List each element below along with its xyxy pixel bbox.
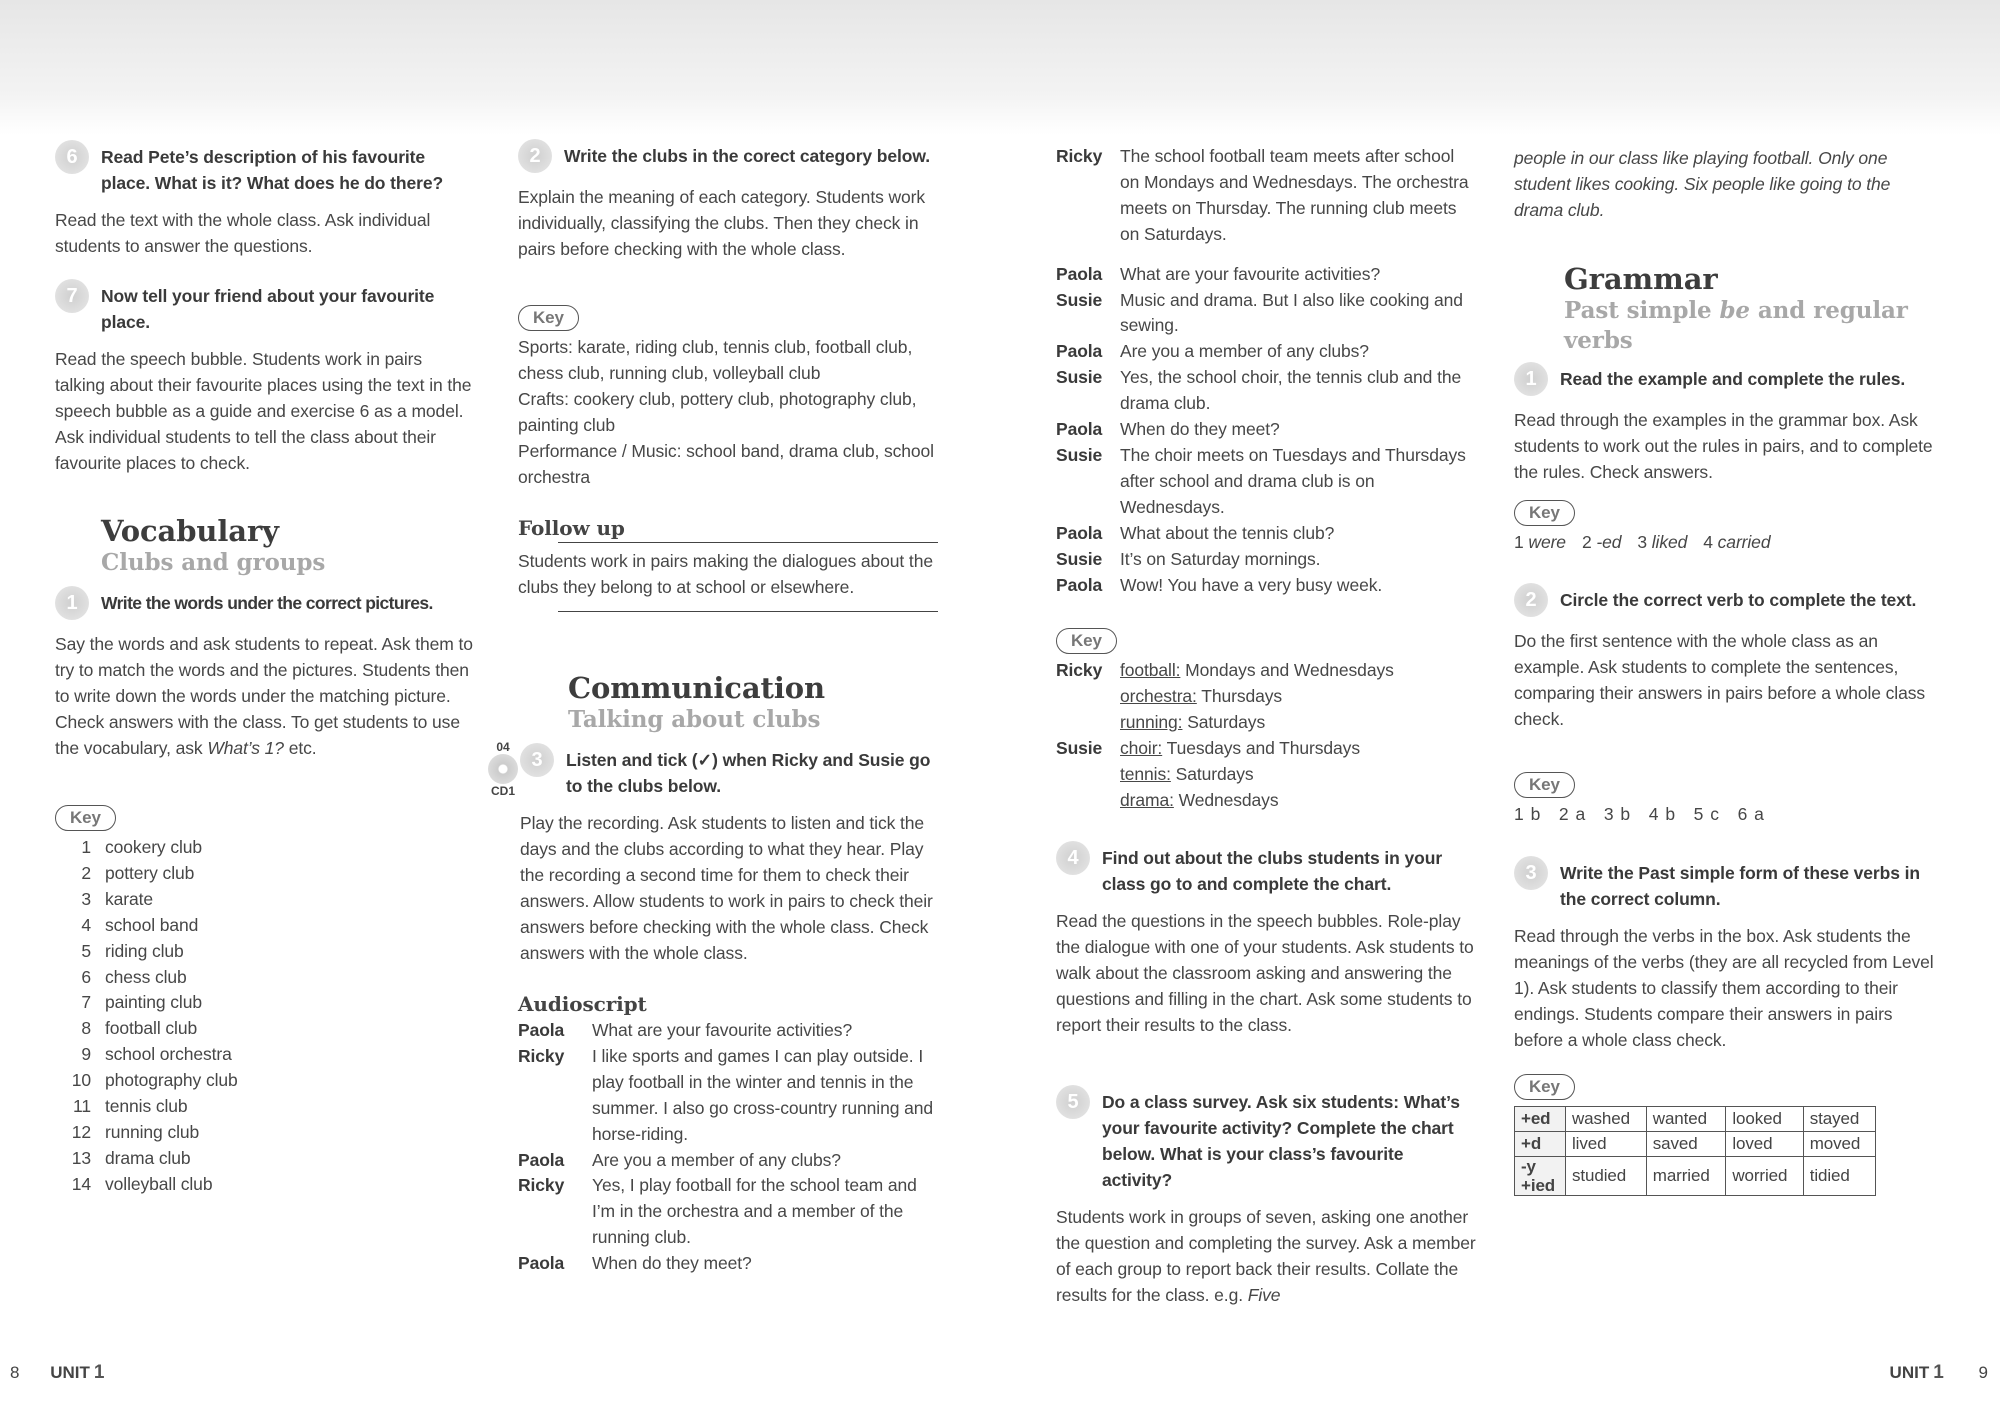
dialogue-line bbox=[1056, 521, 1476, 547]
exercise-body: Play the recording. Ask students to listen and tick the days and the clubs according to what they hear. Play the recording a second time for them to check their answers. Allow students to work in pairs to check their answers before checking with the whole class. Check answers with the whole class. bbox=[520, 813, 933, 963]
dialogue-line bbox=[1056, 339, 1476, 365]
exercise-title: Listen and tick (✓) when Ricky and Susie go to the clubs below. bbox=[566, 750, 931, 796]
dialogue-key bbox=[1056, 628, 1476, 813]
exercise-number-badge: 3 bbox=[520, 743, 554, 777]
page-number: 8 bbox=[10, 1363, 20, 1382]
speaker-name bbox=[1056, 248, 1120, 262]
communication-heading bbox=[518, 671, 988, 735]
speaker-name: Susie bbox=[1056, 737, 1103, 758]
speaker-text: What are your favourite activities? bbox=[1120, 263, 1381, 284]
list-item bbox=[55, 990, 473, 1016]
grammar-heading bbox=[1514, 262, 1984, 356]
section-subtitle: Talking about clubs bbox=[568, 706, 821, 733]
key-label: Key bbox=[55, 805, 116, 831]
exercise-4 bbox=[1056, 845, 1476, 1039]
item-number: 13 bbox=[71, 1147, 91, 1168]
item-number: 8 bbox=[81, 1018, 91, 1039]
audioscript-title: Audioscript bbox=[518, 992, 647, 1016]
key-answers: 1 b 2 a 3 b 4 b 5 c 6 a bbox=[1514, 804, 1765, 824]
footer-right bbox=[1890, 1362, 1988, 1384]
section-subtitle bbox=[1564, 296, 1984, 356]
table-cell: saved bbox=[1646, 1132, 1726, 1157]
exercise-title: Write the Past simple form of these verbs in the correct column. bbox=[1560, 863, 1920, 909]
item-label: photography club bbox=[105, 1070, 238, 1091]
key-line-sports: Sports: karate, riding club, tennis club, football club, chess club, running club, volleyball club bbox=[518, 337, 913, 383]
section-title: Vocabulary bbox=[101, 514, 279, 548]
answer-number: 1 bbox=[1514, 532, 1524, 552]
exercise-body: Read through the examples in the grammar box. Ask students to work out the rules in pairs, and to complete the rules. Check answers. bbox=[1514, 410, 1933, 482]
exercise-number-badge: 4 bbox=[1056, 841, 1090, 875]
club-name: running: bbox=[1120, 711, 1183, 732]
item-number: 5 bbox=[81, 940, 91, 961]
exercise-title: Find out about the clubs students in your class go to and complete the chart. bbox=[1102, 848, 1443, 894]
key-line bbox=[1056, 658, 1476, 684]
table-cell: stayed bbox=[1803, 1107, 1875, 1132]
list-item bbox=[55, 1094, 473, 1120]
grammar-exercise-3 bbox=[1514, 860, 1934, 1054]
speaker-name: Paola bbox=[1056, 419, 1103, 440]
speaker-text: Are you a member of any clubs? bbox=[592, 1149, 841, 1170]
speaker-name: Susie bbox=[1056, 444, 1103, 465]
item-number: 7 bbox=[81, 992, 91, 1013]
key-line-crafts: Crafts: cookery club, pottery club, photography club, painting club bbox=[518, 388, 917, 435]
dialogue-line bbox=[1056, 573, 1476, 599]
unit-label: UNIT bbox=[1889, 1363, 1930, 1382]
speaker-name: Susie bbox=[1056, 289, 1103, 310]
speaker-name bbox=[1056, 684, 1120, 710]
speaker-text: Wow! You have a very busy week. bbox=[1120, 574, 1383, 595]
list-item bbox=[55, 1146, 473, 1172]
footer-left bbox=[10, 1362, 108, 1384]
speaker-name: Ricky bbox=[1056, 146, 1103, 166]
cd-disc-icon bbox=[488, 754, 518, 784]
key-entry bbox=[1120, 658, 1394, 684]
speaker-text: When do they meet? bbox=[592, 1253, 752, 1274]
dialogue-continued bbox=[1056, 144, 1476, 598]
speaker-name: Ricky bbox=[518, 1175, 565, 1196]
section-title: Grammar bbox=[1564, 262, 1718, 296]
audioscript bbox=[518, 990, 938, 1277]
dialogue-line bbox=[518, 1018, 938, 1044]
follow-up bbox=[518, 514, 938, 612]
key-list bbox=[55, 835, 473, 1198]
key-label: Key bbox=[1514, 500, 1575, 526]
subtitle-italic: be bbox=[1719, 297, 1750, 324]
cd-track-number: 04 bbox=[496, 740, 510, 754]
exercise-number-badge: 2 bbox=[518, 139, 552, 173]
speaker-text: What are your favourite activities? bbox=[592, 1020, 853, 1040]
table-row bbox=[1515, 1157, 1876, 1196]
exercise-body: Read through the verbs in the box. Ask students the meanings of the verbs (they are all recycled from Level 1). Ask students to classify them according to their endings. Students compare their answers in pairs before a whole class check. bbox=[1514, 926, 1934, 1050]
speaker-text: It’s on Saturday mornings. bbox=[1120, 548, 1321, 569]
subtitle-text: Past simple bbox=[1564, 297, 1720, 324]
answer-text: carried bbox=[1717, 532, 1771, 552]
dialogue-line bbox=[518, 1044, 938, 1148]
exercise-3 bbox=[520, 747, 940, 966]
club-name: drama: bbox=[1120, 789, 1174, 810]
section-title: Communication bbox=[568, 671, 825, 705]
speaker-name bbox=[1056, 788, 1120, 814]
item-label: football club bbox=[105, 1018, 198, 1039]
table-row bbox=[1515, 1107, 1876, 1132]
row-header: +ed bbox=[1515, 1107, 1566, 1132]
unit-label: UNIT bbox=[50, 1363, 90, 1382]
row-header: -y +ied bbox=[1515, 1157, 1566, 1196]
key-line bbox=[1056, 788, 1476, 814]
table-cell: lived bbox=[1566, 1132, 1647, 1157]
divider bbox=[558, 611, 938, 612]
cd-track-icon bbox=[484, 740, 522, 798]
exercise-body: Read the questions in the speech bubbles. Role-play the dialogue with one of your students. Ask students to walk about the classroom asking and answering the questions and filling in the chart. Ask some students to report their results to the class. bbox=[1056, 911, 1474, 1035]
table-cell: studied bbox=[1566, 1157, 1647, 1196]
item-number: 11 bbox=[73, 1096, 91, 1117]
exercise-number-badge: 6 bbox=[55, 140, 89, 174]
grammar-key-3 bbox=[1514, 1074, 1934, 1196]
answer-text: -ed bbox=[1596, 532, 1622, 552]
exercise-body: Do the first sentence with the whole class as an example. Ask students to complete the sentences, comparing their answers in pairs before a whole class check. bbox=[1514, 631, 1926, 729]
item-number: 12 bbox=[71, 1121, 91, 1142]
exercise-number-badge: 1 bbox=[55, 586, 89, 620]
speaker-name: Paola bbox=[1056, 522, 1103, 543]
key-answer bbox=[1582, 532, 1621, 552]
speaker-name: Paola bbox=[1056, 341, 1103, 362]
grammar-key-1 bbox=[1514, 500, 1934, 556]
key-line bbox=[1056, 684, 1476, 710]
item-number: 14 bbox=[71, 1173, 91, 1194]
list-item bbox=[55, 835, 473, 861]
item-label: drama club bbox=[105, 1147, 191, 1168]
item-label: painting club bbox=[105, 992, 202, 1013]
item-label: karate bbox=[105, 888, 154, 909]
table-cell: tidied bbox=[1803, 1157, 1875, 1196]
club-name: orchestra: bbox=[1120, 685, 1197, 706]
dialogue-line bbox=[1056, 443, 1476, 521]
club-name: tennis: bbox=[1120, 763, 1171, 784]
answer-number: 2 bbox=[1581, 532, 1592, 552]
dialogue-line bbox=[1056, 248, 1476, 262]
item-number: 6 bbox=[81, 966, 91, 987]
exercise-number-badge: 1 bbox=[1514, 362, 1548, 396]
unit-number: 1 bbox=[93, 1362, 105, 1383]
item-number: 9 bbox=[81, 1044, 91, 1065]
verb-endings-table bbox=[1514, 1106, 1876, 1196]
categories-key bbox=[518, 305, 938, 490]
exercise-title: Circle the correct verb to complete the text. bbox=[1560, 590, 1917, 610]
grammar-exercise-2 bbox=[1514, 587, 1934, 733]
club-name: choir: bbox=[1120, 737, 1163, 758]
divider bbox=[558, 542, 938, 543]
dialogue-line bbox=[1056, 288, 1476, 340]
follow-up-body: Students work in pairs making the dialogues about the clubs they belong to at school or elsewhere. bbox=[518, 551, 933, 597]
table-cell: wanted bbox=[1646, 1107, 1726, 1132]
table-cell: loved bbox=[1726, 1132, 1803, 1157]
item-number: 4 bbox=[81, 914, 91, 935]
exercise-number-badge: 7 bbox=[55, 279, 89, 313]
item-label: riding club bbox=[105, 940, 184, 961]
key-line bbox=[1056, 710, 1476, 736]
exercise-5 bbox=[1056, 1089, 1476, 1309]
cd-label: CD1 bbox=[490, 784, 515, 798]
dialogue-line bbox=[1056, 262, 1476, 288]
dialogue-line bbox=[1056, 365, 1476, 417]
page-number: 9 bbox=[1978, 1363, 1988, 1382]
list-item bbox=[55, 913, 473, 939]
speaker-text: Music and drama. But I also like cooking and sewing. bbox=[1120, 289, 1463, 336]
exercise-number-badge: 2 bbox=[1514, 583, 1548, 617]
meeting-day: Wednesdays bbox=[1173, 789, 1279, 810]
exercise-body: Read the text with the whole class. Ask individual students to answer the questions. bbox=[55, 210, 431, 256]
speaker-name bbox=[1056, 710, 1120, 736]
speaker-name: Paola bbox=[1056, 574, 1103, 595]
grammar-key-2 bbox=[1514, 772, 1934, 828]
speaker-name bbox=[1056, 762, 1120, 788]
speaker-name: Susie bbox=[1056, 367, 1103, 388]
key-line-performance: Performance / Music: school band, drama club, school orchestra bbox=[518, 440, 934, 487]
continued-example: people in our class like playing football. Only one student likes cooking. Six people like going to the drama club. bbox=[1514, 148, 1891, 220]
row-header: +d bbox=[1515, 1132, 1566, 1157]
speaker-name: Paola bbox=[518, 1149, 565, 1170]
scan-shadow-band bbox=[0, 0, 2000, 135]
list-item bbox=[55, 1042, 473, 1068]
speaker-name: Ricky bbox=[1056, 660, 1103, 680]
vocab-key bbox=[55, 805, 473, 1198]
exercise-title: Now tell your friend about your favourite place. bbox=[101, 286, 435, 332]
exercise-title: Write the words under the correct pictures. bbox=[101, 593, 433, 613]
table-cell: washed bbox=[1566, 1107, 1647, 1132]
speaker-text: What about the tennis club? bbox=[1120, 522, 1335, 543]
table-cell: married bbox=[1646, 1157, 1726, 1196]
exercise-6 bbox=[55, 144, 473, 260]
key-label: Key bbox=[1514, 772, 1575, 798]
exercise-1-vocab bbox=[55, 590, 480, 762]
speaker-name: Paola bbox=[518, 1253, 565, 1274]
body-italic: What’s 1? bbox=[207, 737, 284, 758]
answer-text: were bbox=[1528, 532, 1566, 552]
answer-number: 3 bbox=[1637, 532, 1647, 552]
speaker-text: The school football team meets after school on Mondays and Wednesdays. The orchestra meets on Thursday. The running club meets on Saturdays. bbox=[1120, 146, 1469, 244]
key-label: Key bbox=[1056, 628, 1117, 654]
key-line bbox=[1056, 762, 1476, 788]
answer-text: liked bbox=[1651, 532, 1688, 552]
meeting-day: Tuesdays and Thursdays bbox=[1162, 737, 1360, 758]
key-entry bbox=[1120, 736, 1360, 762]
exercise-title: Do a class survey. Ask six students: What’s your favourite activity? Complete the chart below. What is your class’s favourite activity? bbox=[1102, 1092, 1460, 1190]
key-entry bbox=[1120, 710, 1265, 736]
key-answer bbox=[1703, 532, 1770, 552]
answer-number: 4 bbox=[1703, 532, 1713, 552]
list-item bbox=[55, 965, 473, 991]
list-item bbox=[55, 939, 473, 965]
speaker-text: I like sports and games I can play outside. I play football in the winter and tennis in the summer. I also go cross-country running and horse-riding. bbox=[592, 1045, 934, 1144]
exercise-body: Read the speech bubble. Students work in pairs talking about their favourite places using the text in the speech bubble as a guide and exercise 6 as a model. Ask individual students to tell the class about their favourite places to check. bbox=[55, 349, 472, 473]
exercise-body bbox=[1056, 1205, 1476, 1309]
meeting-day: Mondays and Wednesdays bbox=[1180, 660, 1394, 680]
unit-number: 1 bbox=[1933, 1362, 1944, 1383]
exercise-2 bbox=[518, 143, 938, 263]
dialogue-line bbox=[518, 1173, 938, 1251]
dialogue-line bbox=[1056, 417, 1476, 443]
body-italic: Five bbox=[1247, 1284, 1281, 1305]
speaker-text: The choir meets on Tuesdays and Thursdays after school and drama club is on Wednesdays. bbox=[1120, 444, 1466, 517]
table-row bbox=[1515, 1132, 1876, 1157]
key-answers bbox=[1514, 530, 1934, 556]
body-text: etc. bbox=[283, 737, 317, 758]
list-item bbox=[55, 1068, 473, 1094]
item-number: 3 bbox=[81, 888, 91, 909]
subtitle-text: and regular verbs bbox=[1564, 297, 1908, 354]
item-number: 2 bbox=[81, 862, 91, 883]
table-cell: looked bbox=[1726, 1107, 1803, 1132]
exercise-number-badge: 5 bbox=[1056, 1085, 1090, 1119]
follow-up-title: Follow up bbox=[518, 516, 625, 540]
body-text: Say the words and ask students to repeat. Ask them to try to match the words and the pictures. Students then to write down the words under the matching picture. Check answers with the class. To get students to use the vocabulary, ask bbox=[55, 634, 473, 758]
item-label: school orchestra bbox=[105, 1044, 232, 1065]
exercise-body: Explain the meaning of each category. Students work individually, classifying the clubs. Then they check in pairs before checking with the whole class. bbox=[518, 187, 926, 259]
list-item bbox=[55, 1016, 473, 1042]
dialogue-line bbox=[1056, 547, 1476, 573]
speaker-name: Ricky bbox=[518, 1045, 565, 1066]
item-label: tennis club bbox=[105, 1096, 188, 1117]
exercise-title: Write the clubs in the corect category below. bbox=[564, 146, 930, 166]
dialogue-line bbox=[518, 1148, 938, 1174]
item-label: volleyball club bbox=[105, 1173, 213, 1194]
key-list bbox=[1056, 658, 1476, 813]
grammar-exercise-1 bbox=[1514, 366, 1934, 486]
speaker-text: Yes, the school choir, the tennis club and the drama club. bbox=[1120, 367, 1462, 414]
key-entry bbox=[1120, 762, 1254, 788]
speaker-text: When do they meet? bbox=[1120, 419, 1280, 440]
item-label: chess club bbox=[105, 966, 187, 987]
vocabulary-heading bbox=[55, 514, 519, 578]
item-label: school band bbox=[105, 914, 199, 935]
list-item bbox=[55, 887, 473, 913]
exercise-body bbox=[55, 632, 473, 762]
dialogue-line bbox=[518, 1251, 938, 1277]
list-item bbox=[55, 861, 473, 887]
speaker-name: Paola bbox=[518, 1020, 565, 1040]
meeting-day: Saturdays bbox=[1182, 711, 1266, 732]
key-line bbox=[1056, 736, 1476, 762]
section-subtitle: Clubs and groups bbox=[101, 549, 326, 576]
exercise-title: Read Pete’s description of his favourite place. What is it? What does he do there? bbox=[101, 147, 444, 193]
item-number: 1 bbox=[81, 837, 91, 857]
club-name: football: bbox=[1120, 660, 1181, 680]
key-entry bbox=[1120, 788, 1278, 814]
table-cell: worried bbox=[1726, 1157, 1803, 1196]
speaker-text: Are you a member of any clubs? bbox=[1120, 341, 1369, 362]
exercise-number-badge: 3 bbox=[1514, 856, 1548, 890]
dialogue-line bbox=[1056, 144, 1476, 248]
list-item bbox=[55, 1120, 473, 1146]
key-label: Key bbox=[518, 305, 579, 331]
speaker-text: Yes, I play football for the school team and I’m in the orchestra and a member of the running club. bbox=[592, 1175, 917, 1248]
key-answer bbox=[1514, 532, 1566, 552]
key-label: Key bbox=[1514, 1074, 1575, 1100]
speaker-name: Susie bbox=[1056, 548, 1103, 569]
item-number: 10 bbox=[71, 1070, 91, 1091]
item-label: cookery club bbox=[105, 837, 203, 857]
exercise-7 bbox=[55, 283, 473, 477]
item-label: running club bbox=[105, 1121, 200, 1142]
list-item bbox=[55, 1172, 473, 1198]
item-label: pottery club bbox=[105, 862, 195, 883]
meeting-day: Saturdays bbox=[1170, 763, 1254, 784]
key-entry bbox=[1120, 684, 1282, 710]
table-cell: moved bbox=[1803, 1132, 1875, 1157]
body-text: Students work in groups of seven, asking one another the question and completing the survey. Ask a member of each group to report back their results. Collate the results for the class. e.g. bbox=[1056, 1207, 1476, 1305]
meeting-day: Thursdays bbox=[1196, 685, 1283, 706]
exercise-title: Read the example and complete the rules. bbox=[1560, 369, 1906, 389]
dialogue bbox=[518, 1018, 938, 1277]
speaker-name: Paola bbox=[1056, 263, 1103, 284]
key-answer bbox=[1637, 532, 1687, 552]
